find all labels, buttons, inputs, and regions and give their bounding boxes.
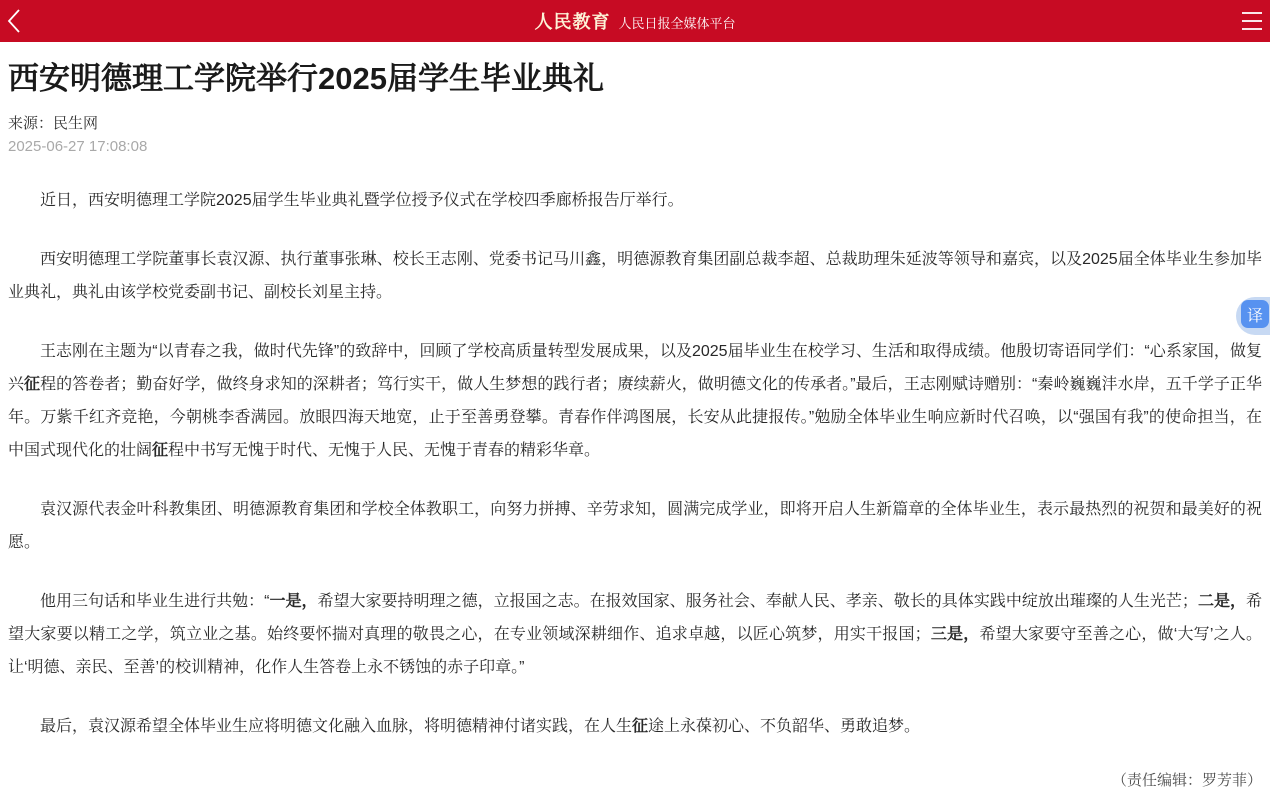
article-source: 来源：民生网 — [8, 115, 99, 133]
article-meta — [8, 113, 1262, 158]
header-sub-title: 人民日报全媒体平台 — [618, 16, 736, 31]
chevron-left-icon — [6, 8, 22, 34]
app-header — [0, 0, 1270, 42]
paragraph: 王志刚在主题为“以青春之我，做时代先锋”的致辞中，回顾了学校高质量转型发展成果，以及2025届毕业生在校学习、生活和取得成绩。他殷切寄语同学们：“心系家国，做复兴征程的答卷者；勤奋好学，做终身求知的深耕者；笃行实干，做人生梦想的践行者；赓续薪火，做明德文化的传承者。”最后，王志刚赋诗赠别：“秦岭巍巍沣水岸，五千学子正华年。万紫千红齐竞艳，今朝桃李香满园。放眼四海天地宽，止于至善勇登攀。青春作伴鸿图展，长安从此捷报传。”勉励全体毕业生响应新时代召唤，以“强国有我”的使命担当，在中国式现代化的壮阔征程中书写无愧于时代、无愧于人民、无愧于青春的精彩华章。 — [8, 343, 1262, 460]
paragraph: 袁汉源代表金叶科教集团、明德源教育集团和学校全体教职工，向努力拼搏、辛劳求知，圆满完成学业，即将开启人生新篇章的全体毕业生，表示最热烈的祝贺和最美好的祝愿。 — [8, 501, 1262, 552]
paragraph: 西安明德理工学院董事长袁汉源、执行董事张琳、校长王志刚、党委书记马川鑫，明德源教育集团副总裁李超、总裁助理朱延波等领导和嘉宾，以及2025届全体毕业生参加毕业典礼，典礼由该学校党委副书记、副校长刘星主持。 — [8, 251, 1262, 302]
back-button[interactable] — [6, 0, 46, 42]
article — [0, 60, 1270, 743]
editor-credit: （责任编辑：罗芳菲） — [1111, 772, 1262, 790]
hamburger-icon — [1242, 12, 1262, 30]
paragraph: 近日，西安明德理工学院2025届学生毕业典礼暨学位授予仪式在学校四季廊桥报告厅举行。 — [40, 192, 684, 210]
header-title-group — [534, 8, 735, 34]
paragraph: 最后，袁汉源希望全体毕业生应将明德文化融入血脉，将明德精神付诸实践，在人生征途上永葆初心、不负韶华、勇敢追梦。 — [40, 718, 921, 736]
article-body — [8, 184, 1262, 743]
paragraph: 他用三句话和毕业生进行共勉：“一是，希望大家要持明理之德，立报国之志。在报效国家、服务社会、奉献人民、孝亲、敬长的具体实践中绽放出璀璨的人生光芒；二是，希望大家要以精工之学，筑立业之基。始终要怀揣对真理的敬畏之心，在专业领域深耕细作、追求卓越，以匠心筑梦，用实干报国；三是，希望大家要守至善之心，做‘大写’之人。让‘明德、亲民、至善’的校训精神，化作人生答卷上永不锈蚀的赤子印章。” — [8, 593, 1262, 677]
header-main-title: 人民教育 — [534, 12, 611, 32]
menu-button[interactable] — [1226, 0, 1262, 42]
translate-icon: 译 — [1241, 300, 1269, 328]
article-timestamp: 2025-06-27 17:08:08 — [8, 138, 148, 156]
translate-button[interactable] — [1236, 297, 1270, 335]
article-title: 西安明德理工学院举行2025届学生毕业典礼 — [8, 61, 604, 96]
